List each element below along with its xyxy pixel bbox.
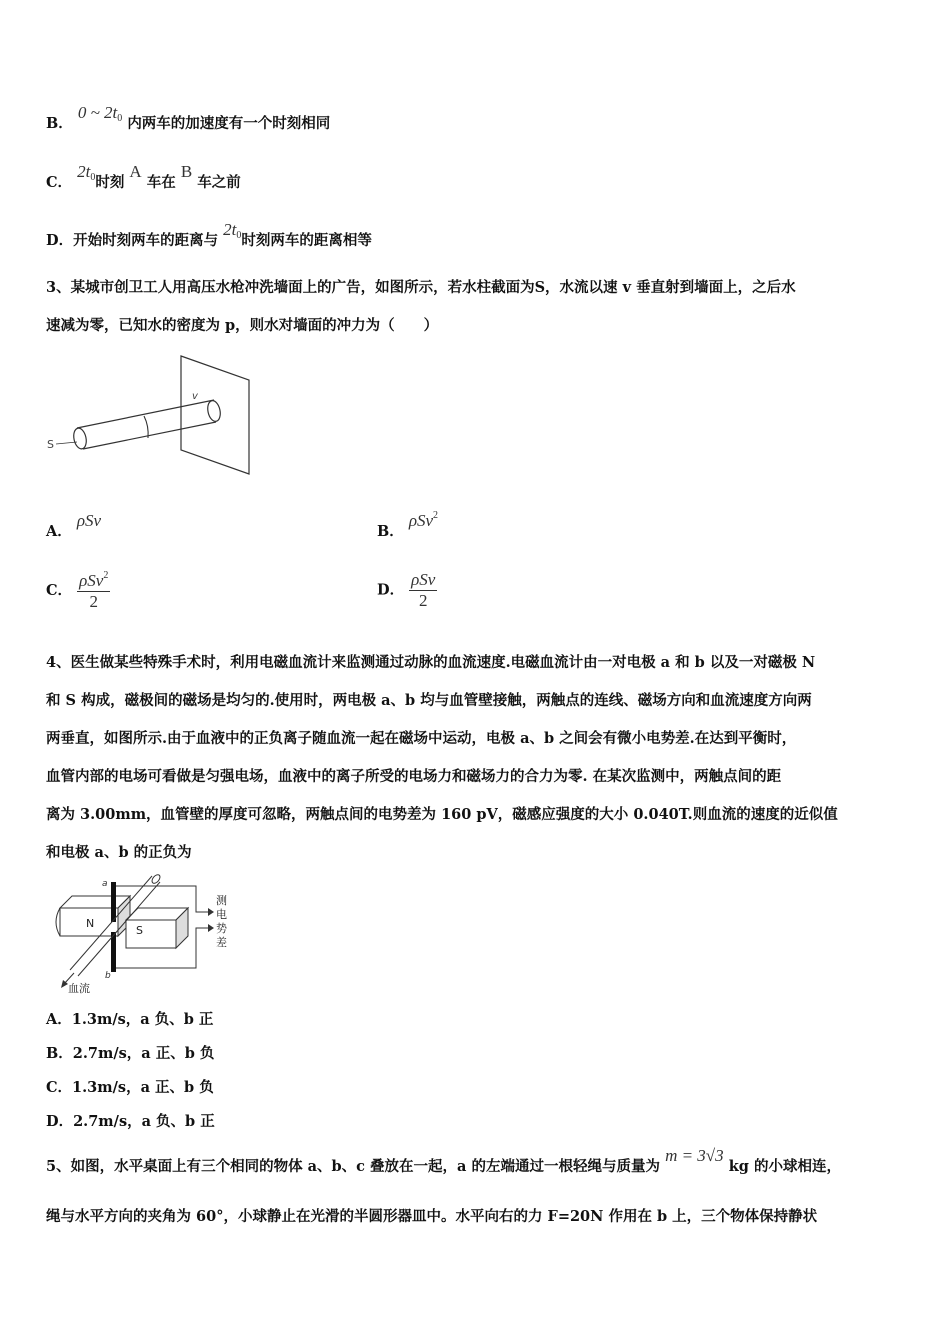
option-letter: D． [46,232,74,249]
math-expression: 0 ~ $2t_0$ [77,103,123,124]
area-label: S [47,438,54,451]
svg-text:电: 电 [216,908,227,921]
fraction: $\frac{\text{ρSv}}{2}$ [411,570,436,610]
q2-option-c: C． $2t_0$时刻 A 车在 B 车之前 [46,162,241,191]
math-expression: ρSv$^2$ [408,510,439,530]
velocity-label: v [192,391,198,402]
blood-flow-meter-figure [46,872,236,997]
pipe-top [77,400,214,428]
q4-option-b: B．2.7m/s，a 正、b 负 [46,1045,215,1062]
electrode-a-label: a [102,879,108,889]
q5-stem-line2: 绳与水平方向的夹角为 60°，小球静止在光滑的半圆形器皿中。水平向右的力 F=20N 作用在 b 上，三个物体保持静状 [46,1208,818,1225]
pipe-bottom [83,422,216,449]
pipe-front [206,399,222,422]
electrode-a [111,882,116,922]
electrode-b-label: b [105,971,111,981]
q4-option-a: A．1.3m/s，a 负、b 正 [46,1011,214,1028]
s-pole-label: S [136,924,143,937]
water-gun-figure [44,352,264,477]
math-expression: m = 3√3 [665,1146,724,1165]
math-expression: $2t_0$ [223,220,242,241]
option-letter: B． [46,115,73,132]
n-pole-label: N [86,917,95,930]
fraction: $\frac{\rho Sv^2}{2}$ [79,570,109,611]
q4-option-d: D．2.7m/s，a 负、b 正 [46,1113,215,1130]
q2-option-b [46,103,331,139]
q4-stem: 4、医生做某些特殊手术时，利用电磁血流计来监测通过动脉的血流速度.电磁血流计由一对电极 a 和 b 以及一对磁极 N 和 S 构成，磁极间的磁场是均匀的.使用时，两电极 a、b 均与血管壁接触，两触点的连线、磁场方向和血流速度方向两 两垂直，如图所示.由于血液中的正负离子随血流一起在磁场中运动，电极 a、b 之间会有微小电势差.在达到平衡时， 血管内部的电场可看做是匀强电场，血液中的离子所受的电场力和磁场力的合力为零. 在某次监测中，两触点间的距 离为 3.00mm，血管壁的厚度可忽略，两触点间的电势差为 160 pV，磁感应强度的大小 0.040T.则血流的速度的近似值 和电极 a、b 的正负为 [46,654,838,861]
q3-option-d: D． $\frac{\text{ρSv}}{2}$ [377,570,436,610]
svg-text:差: 差 [216,936,227,949]
option-letter: C． [46,174,73,191]
q2-option-d: D．开始时刻两车的距离与 $2t_0$时刻两车的距离相等 [46,220,372,249]
svg-text:势: 势 [216,922,227,935]
water-front [144,416,148,438]
pipe-end [72,427,88,450]
q3-option-a: A． ρSv [46,511,102,540]
q4-option-c: C．1.3m/s，a 正、b 负 [46,1079,214,1096]
option-text: 内两车的加速度有一个时刻相同 [127,115,331,132]
q3-option-c: C． $\frac{\rho Sv^2}{2}$ [46,570,109,611]
q3-option-b: B． ρSv$^2$ [377,510,439,540]
svg-text:测: 测 [216,894,227,907]
q3-stem: 3、某城市创卫工人用高压水枪冲洗墙面上的广告，如图所示，若水柱截面为S，水流以速 v 垂直射到墙面上，之后水 速减为零，已知水的密度为 p，则水对墙面的冲力为（ ） [46,279,796,334]
math-expression: $2t_0$ [77,162,96,183]
q5-stem-line1: 5、如图，水平桌面上有三个相同的物体 a、b、c 叠放在一起，a 的左端通过一根轻绳与质量为 m = 3√3 kg 的小球相连， [46,1146,841,1175]
blood-flow-label: 血流 [68,982,90,995]
